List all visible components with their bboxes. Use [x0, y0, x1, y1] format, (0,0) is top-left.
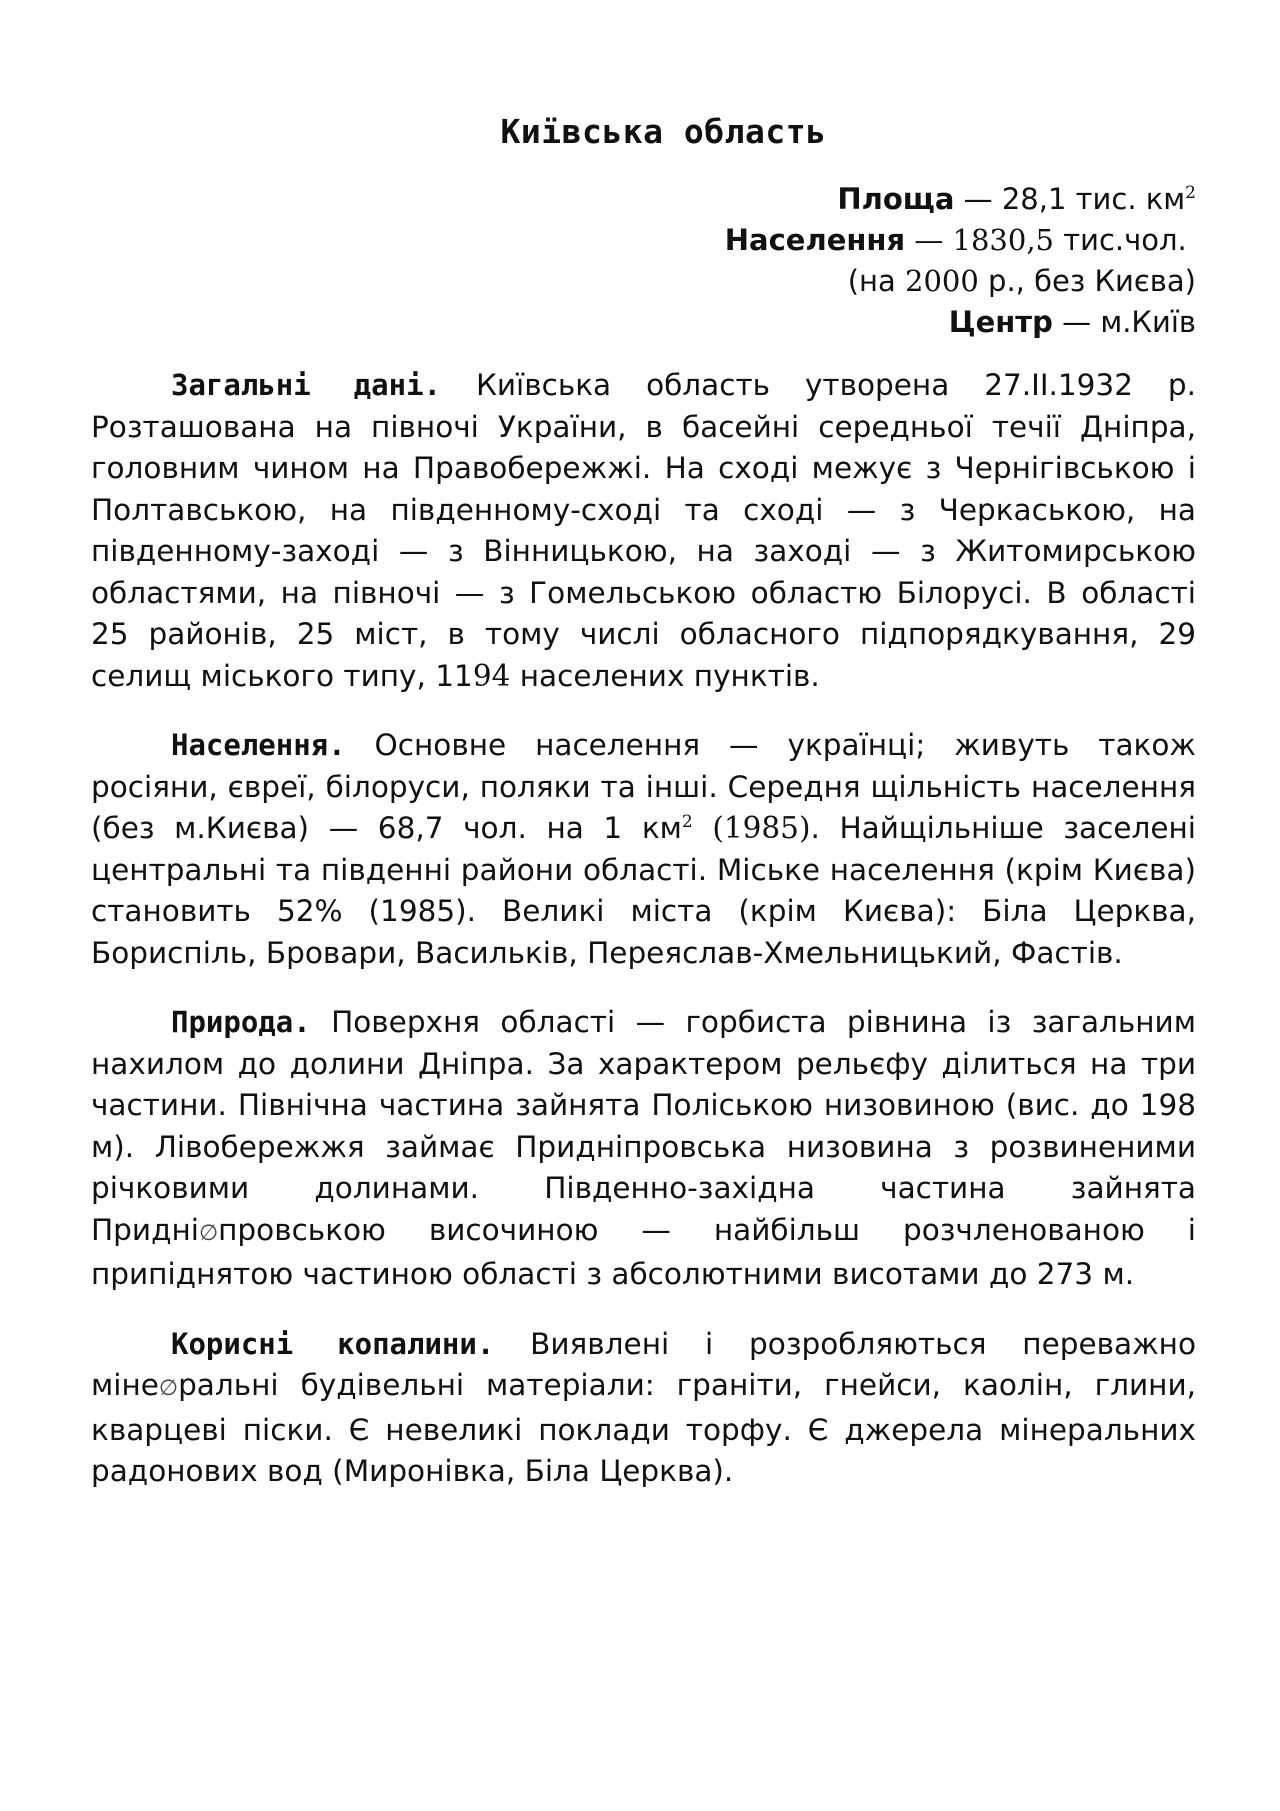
center-line	[91, 302, 1196, 343]
population-dash: —	[914, 223, 953, 257]
center-value: м.Київ	[1100, 305, 1196, 339]
section-number: 94	[472, 658, 511, 693]
section-nature	[91, 1002, 1196, 1296]
section-text: населених пунктів.	[519, 658, 820, 693]
section-text: . Найщільніше заселені центральні та південні райони області. Міське населення (крім Києва) становить 52% (1985). Великі міста (крім Києва): Біла Церква, Бориспіль, Бровари, Васильків, Переяслав-Хмельницький, Фастів.	[91, 811, 1196, 970]
page-title: Київська область	[500, 112, 827, 151]
area-dash: —	[963, 182, 1002, 216]
area-label: Площа	[837, 182, 955, 216]
area-sup: 2	[1185, 183, 1196, 203]
area-value: 28,1 тис. км	[1001, 182, 1186, 216]
section-text: провською височиною — найбільш розчленованою і припіднятою частиною області з абсолютними висотами до 273 м.	[91, 1212, 1196, 1291]
section-dash: —	[454, 575, 485, 610]
center-label: Центр	[948, 305, 1053, 339]
section-text: з Гомельською областю Білорусі. В області 25 районів, 25 міст, в тому числі обласного підпорядкування, 29 селищ міського типу, 11	[91, 575, 1196, 693]
section-minerals	[91, 1324, 1196, 1493]
population-line	[91, 220, 1196, 261]
section-heading: Природа.	[171, 1005, 311, 1039]
section-text: Поверхня області — горбиста рівнина із загальним нахилом до долини Дніпра. За характером рельєфу ділиться на три частини. Північна частина зайнята Поліською низовиною (вис. до 198 м). Лівобережжя займає Придніпровська низовина з розвиненими річковими долинами. Південно-західна частина зайнята Придні	[91, 1005, 1196, 1247]
population-label: Населення	[724, 223, 906, 257]
empty-set-glyph: ∅	[198, 1220, 219, 1246]
note-line	[91, 261, 1196, 302]
note-year: 2000	[905, 264, 979, 298]
empty-set-glyph: ∅	[158, 1376, 179, 1401]
section-sup: 2	[681, 812, 693, 832]
document-page	[91, 112, 1196, 1521]
population-unit: тис.чол.	[1063, 223, 1187, 257]
section-population	[91, 725, 1196, 974]
section-heading: Загальні дані.	[171, 368, 441, 402]
note-suffix: р., без Києва)	[988, 264, 1196, 298]
note-prefix: (на	[847, 264, 896, 298]
section-text: Київська область утворена 27.II.1932 р. Розташована на півночі України, в басейні середньої течії Дніпра, головним чином на Правобережжі. На сході межує з Чернігівською і Полтавською, на південному-сході та сході — з Черкаською, на південному-заході — з Вінницькою, на заході — з Житомирською областями, на півночі	[91, 368, 1197, 610]
section-heading: Корисні копалини.	[171, 1326, 495, 1361]
section-general	[91, 365, 1196, 697]
area-line	[91, 179, 1196, 220]
section-heading: Населення.	[171, 728, 346, 762]
section-text: Основне населення — українці; живуть також росіяни, євреї, білоруси, поляки та інші. Середня щільність населення (без м.Києва) — 68,7 чол. на 1 км	[91, 728, 1196, 845]
facts-block	[91, 179, 1196, 343]
section-text: Виявлені і розробляються переважно міне	[91, 1326, 1196, 1402]
section-text: ральні будівельні матеріали: граніти, гнейси, каолін, глини, кварцеві піски. Є невеликі поклади торфу. Є джерела мінеральних радонових вод (Миронівка, Біла Церква).	[91, 1368, 1196, 1488]
section-year: (1985)	[712, 811, 811, 845]
population-value: 1830,5	[952, 223, 1055, 257]
center-dash: —	[1062, 305, 1101, 339]
